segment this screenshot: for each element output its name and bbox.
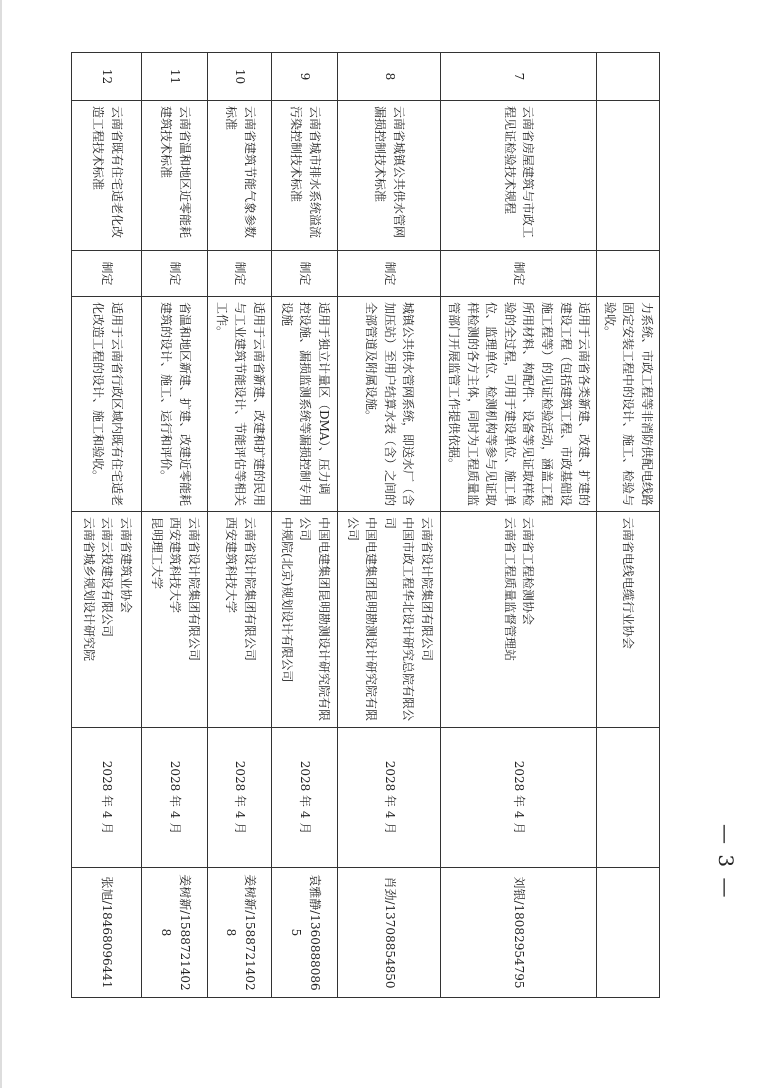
unit-line: 西安建筑科技大学 [168,517,183,614]
cell-date [597,728,660,868]
cell-date: 2028 年 4 月 [72,728,142,868]
cell-scope: 适用于独立计量区（DMA）、压力调控设施、漏损监测系统等漏损控制专用设施 [272,297,338,512]
cell-scope: 适用于云南省新建、改建和扩建的民用与工业建筑节能设计、节能评估等相关工作。 [208,297,272,512]
cell-name: 云南省温和地区近零能耗建筑技术标准 [142,101,208,251]
table-row [441,53,597,998]
standards-table [71,52,660,998]
cell-units [338,512,441,728]
cell-name: 云南省城镇公共供水管网漏损控制技术标准 [338,101,441,251]
cell-type: 制定 [272,251,338,297]
table-row [72,53,142,998]
cell-no: 12 [72,53,142,101]
unit-line: 云南省建筑业协会 [118,517,133,614]
cell-type: 制定 [441,251,597,297]
rotated-table-wrapper [81,52,660,997]
cell-type: 制定 [208,251,272,297]
cell-contact: 袁雅静/13608880865 [272,868,338,998]
table-body [72,53,660,998]
cell-name: 云南省城市排水系统溢流污染控制技术标准 [272,101,338,251]
cell-name: 云南省既有住宅适老化改造工程技术标准 [72,101,142,251]
unit-line: 中规院(北京)规划设计有限公司 [279,517,294,683]
cell-scope: 城镇公共供水管网系统，即送水厂（含加压站）至用户结算水表（含）之间的全部管道及附属设施。 [338,297,441,512]
unit-line: 云南省设计院集团有限公司 [242,517,257,662]
cell-units [272,512,338,728]
cell-date: 2028 年 4 月 [142,728,208,868]
unit-line: 云南省工程检测协会 [521,517,536,626]
cell-name: 云南省房屋建筑与市政工程见证检验技术规程 [441,101,597,251]
cell-scope: 适用于云南省行政区域内既有住宅适老化改造工程的设计、施工和验收。 [72,297,142,512]
cell-no: 10 [208,53,272,101]
cell-date: 2028 年 4 月 [441,728,597,868]
unit-line: 中国电建集团昆明勘测设计研究院有限公司 [298,517,331,722]
cell-contact: 姜树新/15887214028 [208,868,272,998]
cell-units [441,512,597,728]
page-number: — 3 — [714,824,738,900]
cell-no: 9 [272,53,338,101]
unit-line: 云南省城乡规划设计研究院 [81,517,96,662]
cell-no: 8 [338,53,441,101]
cell-type: 制定 [142,251,208,297]
unit-line: 中国电建集团昆明勘测设计研究院有限公司 [345,517,379,722]
cell-no: 11 [142,53,208,101]
cell-name [597,101,660,251]
unit-line: 云南云投建设有限公司 [100,517,115,638]
table-row [272,53,338,998]
cell-units [142,512,208,728]
unit-line: 云南省电线电缆行业协会 [621,517,636,650]
cell-scope: 力系统、市政工程等非消防供配电线路固定安装工程中的设计、施工、检验与验收。 [597,297,660,512]
cell-type [597,251,660,297]
cell-no [597,53,660,101]
cell-contact: 姜树新/15887214028 [142,868,208,998]
unit-line: 云南省工程质量监督管理站 [502,517,517,662]
cell-date: 2028 年 4 月 [208,728,272,868]
table-row [597,53,660,998]
unit-line: 昆明理工大学 [149,517,164,590]
cell-no: 7 [441,53,597,101]
table-row [142,53,208,998]
table-row [338,53,441,998]
cell-units [208,512,272,728]
cell-date: 2028 年 4 月 [272,728,338,868]
cell-contact: 张旭/18468096441 [72,868,142,998]
unit-line: 西安建筑科技大学 [223,517,238,614]
unit-line: 云南省设计院集团有限公司 [419,517,434,662]
table-row [208,53,272,998]
cell-contact: 肖劲/13708854850 [338,868,441,998]
unit-line: 中国市政工程华北设计研究总院有限公司 [382,517,416,722]
cell-units [72,512,142,728]
cell-type: 制定 [72,251,142,297]
cell-contact [597,868,660,998]
cell-scope: 省温和地区新建、扩建、改建近零能耗建筑的设计、施工、运行和评价。 [142,297,208,512]
cell-date: 2028 年 4 月 [338,728,441,868]
cell-name: 云南省建筑节能气象参数标准 [208,101,272,251]
cell-units [597,512,660,728]
unit-line: 云南省设计院集团有限公司 [186,517,201,662]
cell-contact: 刘银/18082954795 [441,868,597,998]
cell-type: 制定 [338,251,441,297]
cell-scope: 适用于云南省各类新建、改建、扩建的建设工程（包括建筑工程、市政基础设施工程等）的见证检验活动，涵盖工程所用材料、构配件、设备等见证取样检验的全过程，可用于建设单位、施工单位、监理单位、检测机构等参与见证取样检测的各方主体，同时为工程质量监管部门开展监管工作提供依据。 [441,297,597,512]
